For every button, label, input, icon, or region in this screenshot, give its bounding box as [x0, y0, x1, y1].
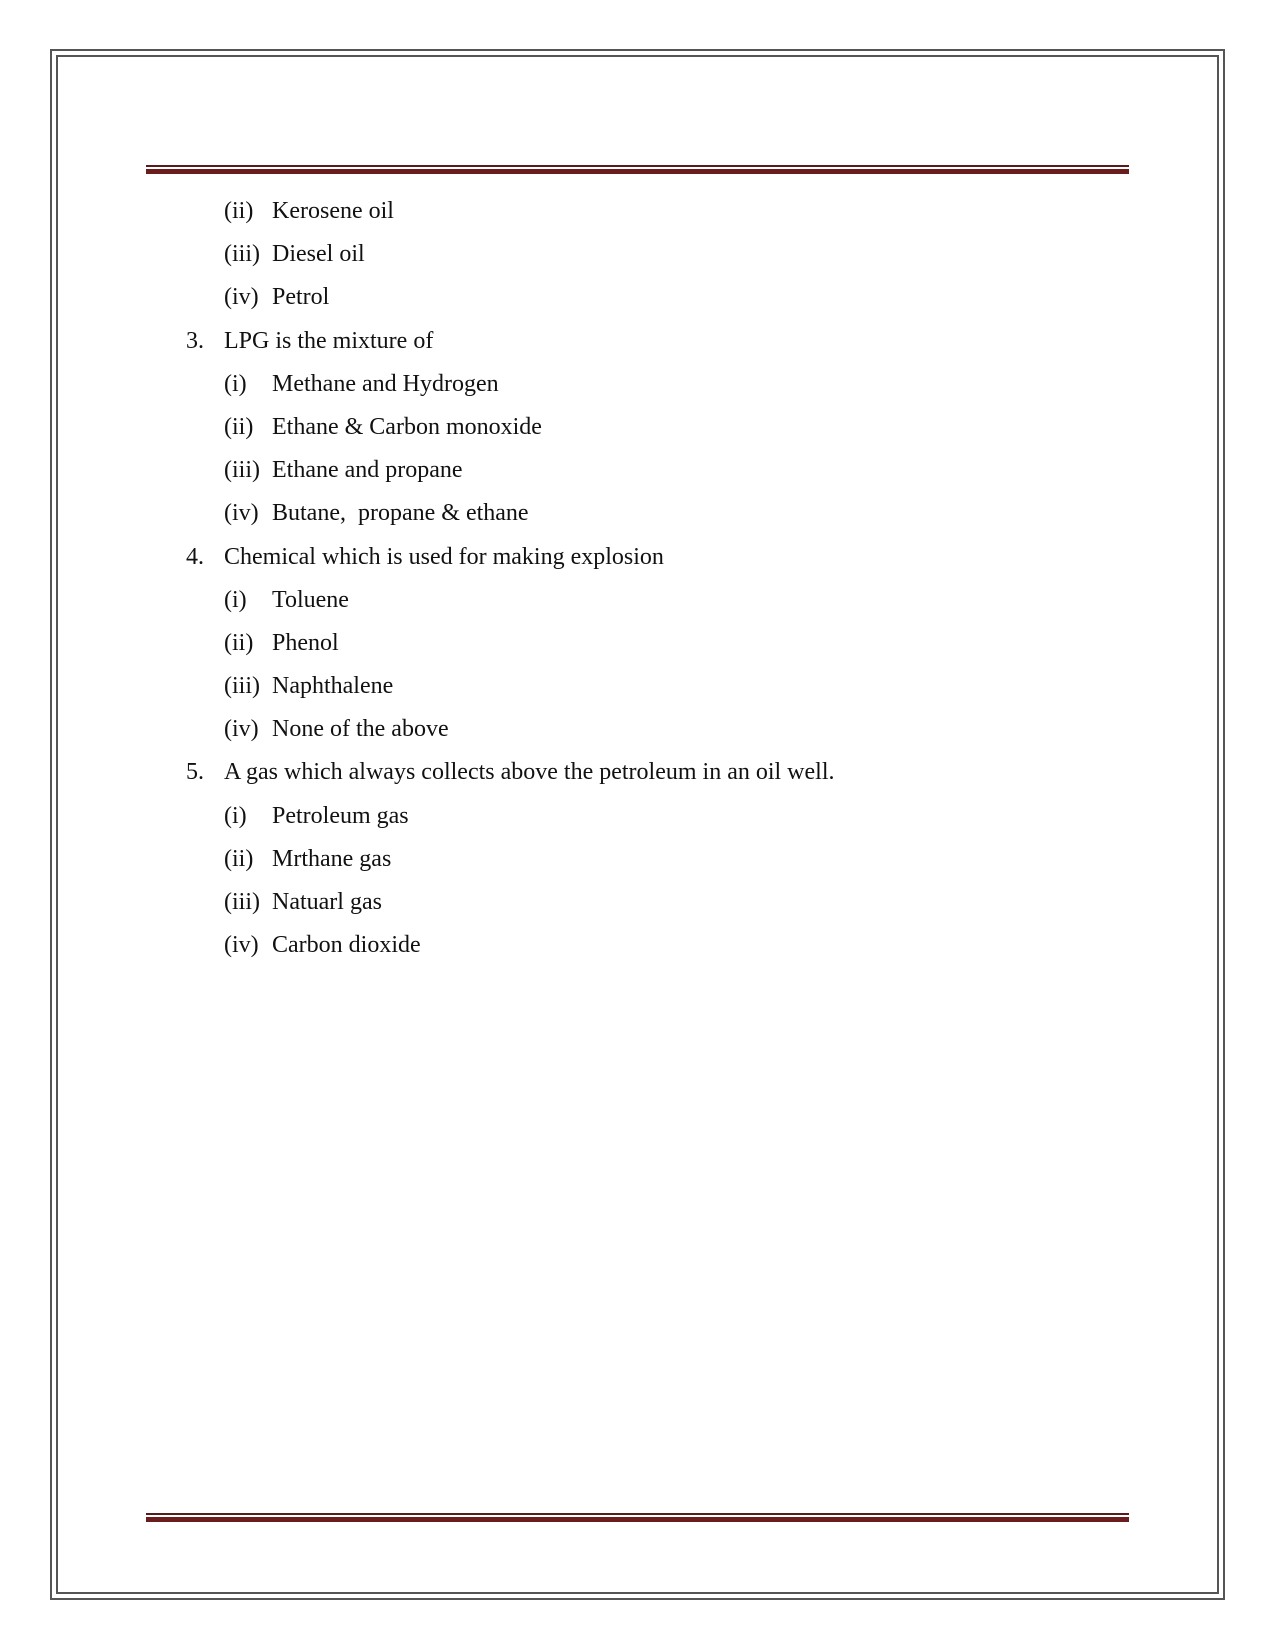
option-text: Petroleum gas [272, 802, 409, 829]
question-list [186, 190, 1086, 967]
option-label: (ii) [224, 413, 254, 440]
question-line [186, 320, 1086, 363]
option-text: Butane, propane & ethane [272, 500, 529, 527]
option-text: Natuarl gas [272, 889, 382, 915]
option-line [186, 233, 1086, 276]
question-text: Chemical which is used for making explosion [224, 543, 664, 570]
option-text: Toluene [272, 586, 349, 613]
option-line [186, 492, 1086, 535]
option-text: Diesel oil [272, 241, 365, 268]
option-text: Methane and Hydrogen [272, 370, 499, 397]
option-line [186, 924, 1086, 967]
option-line [186, 406, 1086, 449]
option-line [186, 622, 1086, 665]
question-number: 4. [186, 543, 204, 570]
option-label: (iv) [224, 284, 259, 311]
option-label: (iv) [224, 500, 259, 527]
question-text: A gas which always collects above the petroleum in an oil well. [224, 759, 835, 786]
option-label: (iv) [224, 716, 259, 743]
option-line [186, 838, 1086, 881]
option-label: (iv) [224, 932, 259, 959]
option-label: (ii) [224, 198, 254, 224]
question-line [186, 751, 1086, 794]
option-text: Petrol [272, 284, 330, 311]
option-text: Phenol [272, 629, 339, 656]
option-line [186, 276, 1086, 319]
question-number: 3. [186, 327, 204, 354]
option-line [186, 579, 1086, 622]
option-line [186, 708, 1086, 751]
option-text: None of the above [272, 716, 449, 743]
option-label: (i) [224, 586, 247, 613]
option-label: (i) [224, 802, 247, 829]
option-line [186, 190, 1086, 233]
header-rule [146, 165, 1129, 174]
option-label: (iii) [224, 673, 260, 700]
footer-rule [146, 1513, 1129, 1522]
question-text: LPG is the mixture of [224, 327, 434, 354]
option-text: Naphthalene [272, 673, 394, 700]
option-line [186, 795, 1086, 838]
option-label: (ii) [224, 845, 254, 872]
option-line [186, 665, 1086, 708]
option-text: Kerosene oil [272, 198, 394, 224]
option-label: (iii) [224, 241, 260, 268]
option-text: Ethane & Carbon monoxide [272, 413, 542, 440]
question-line [186, 536, 1086, 579]
question-number: 5. [186, 759, 204, 786]
option-line [186, 881, 1086, 924]
option-label: (i) [224, 370, 247, 397]
option-text: Mrthane gas [272, 845, 392, 872]
option-line [186, 363, 1086, 406]
option-text: Carbon dioxide [272, 932, 421, 959]
option-label: (iii) [224, 457, 260, 484]
option-line [186, 449, 1086, 492]
option-text: Ethane and propane [272, 457, 463, 484]
option-label: (ii) [224, 629, 254, 656]
option-label: (iii) [224, 889, 260, 915]
